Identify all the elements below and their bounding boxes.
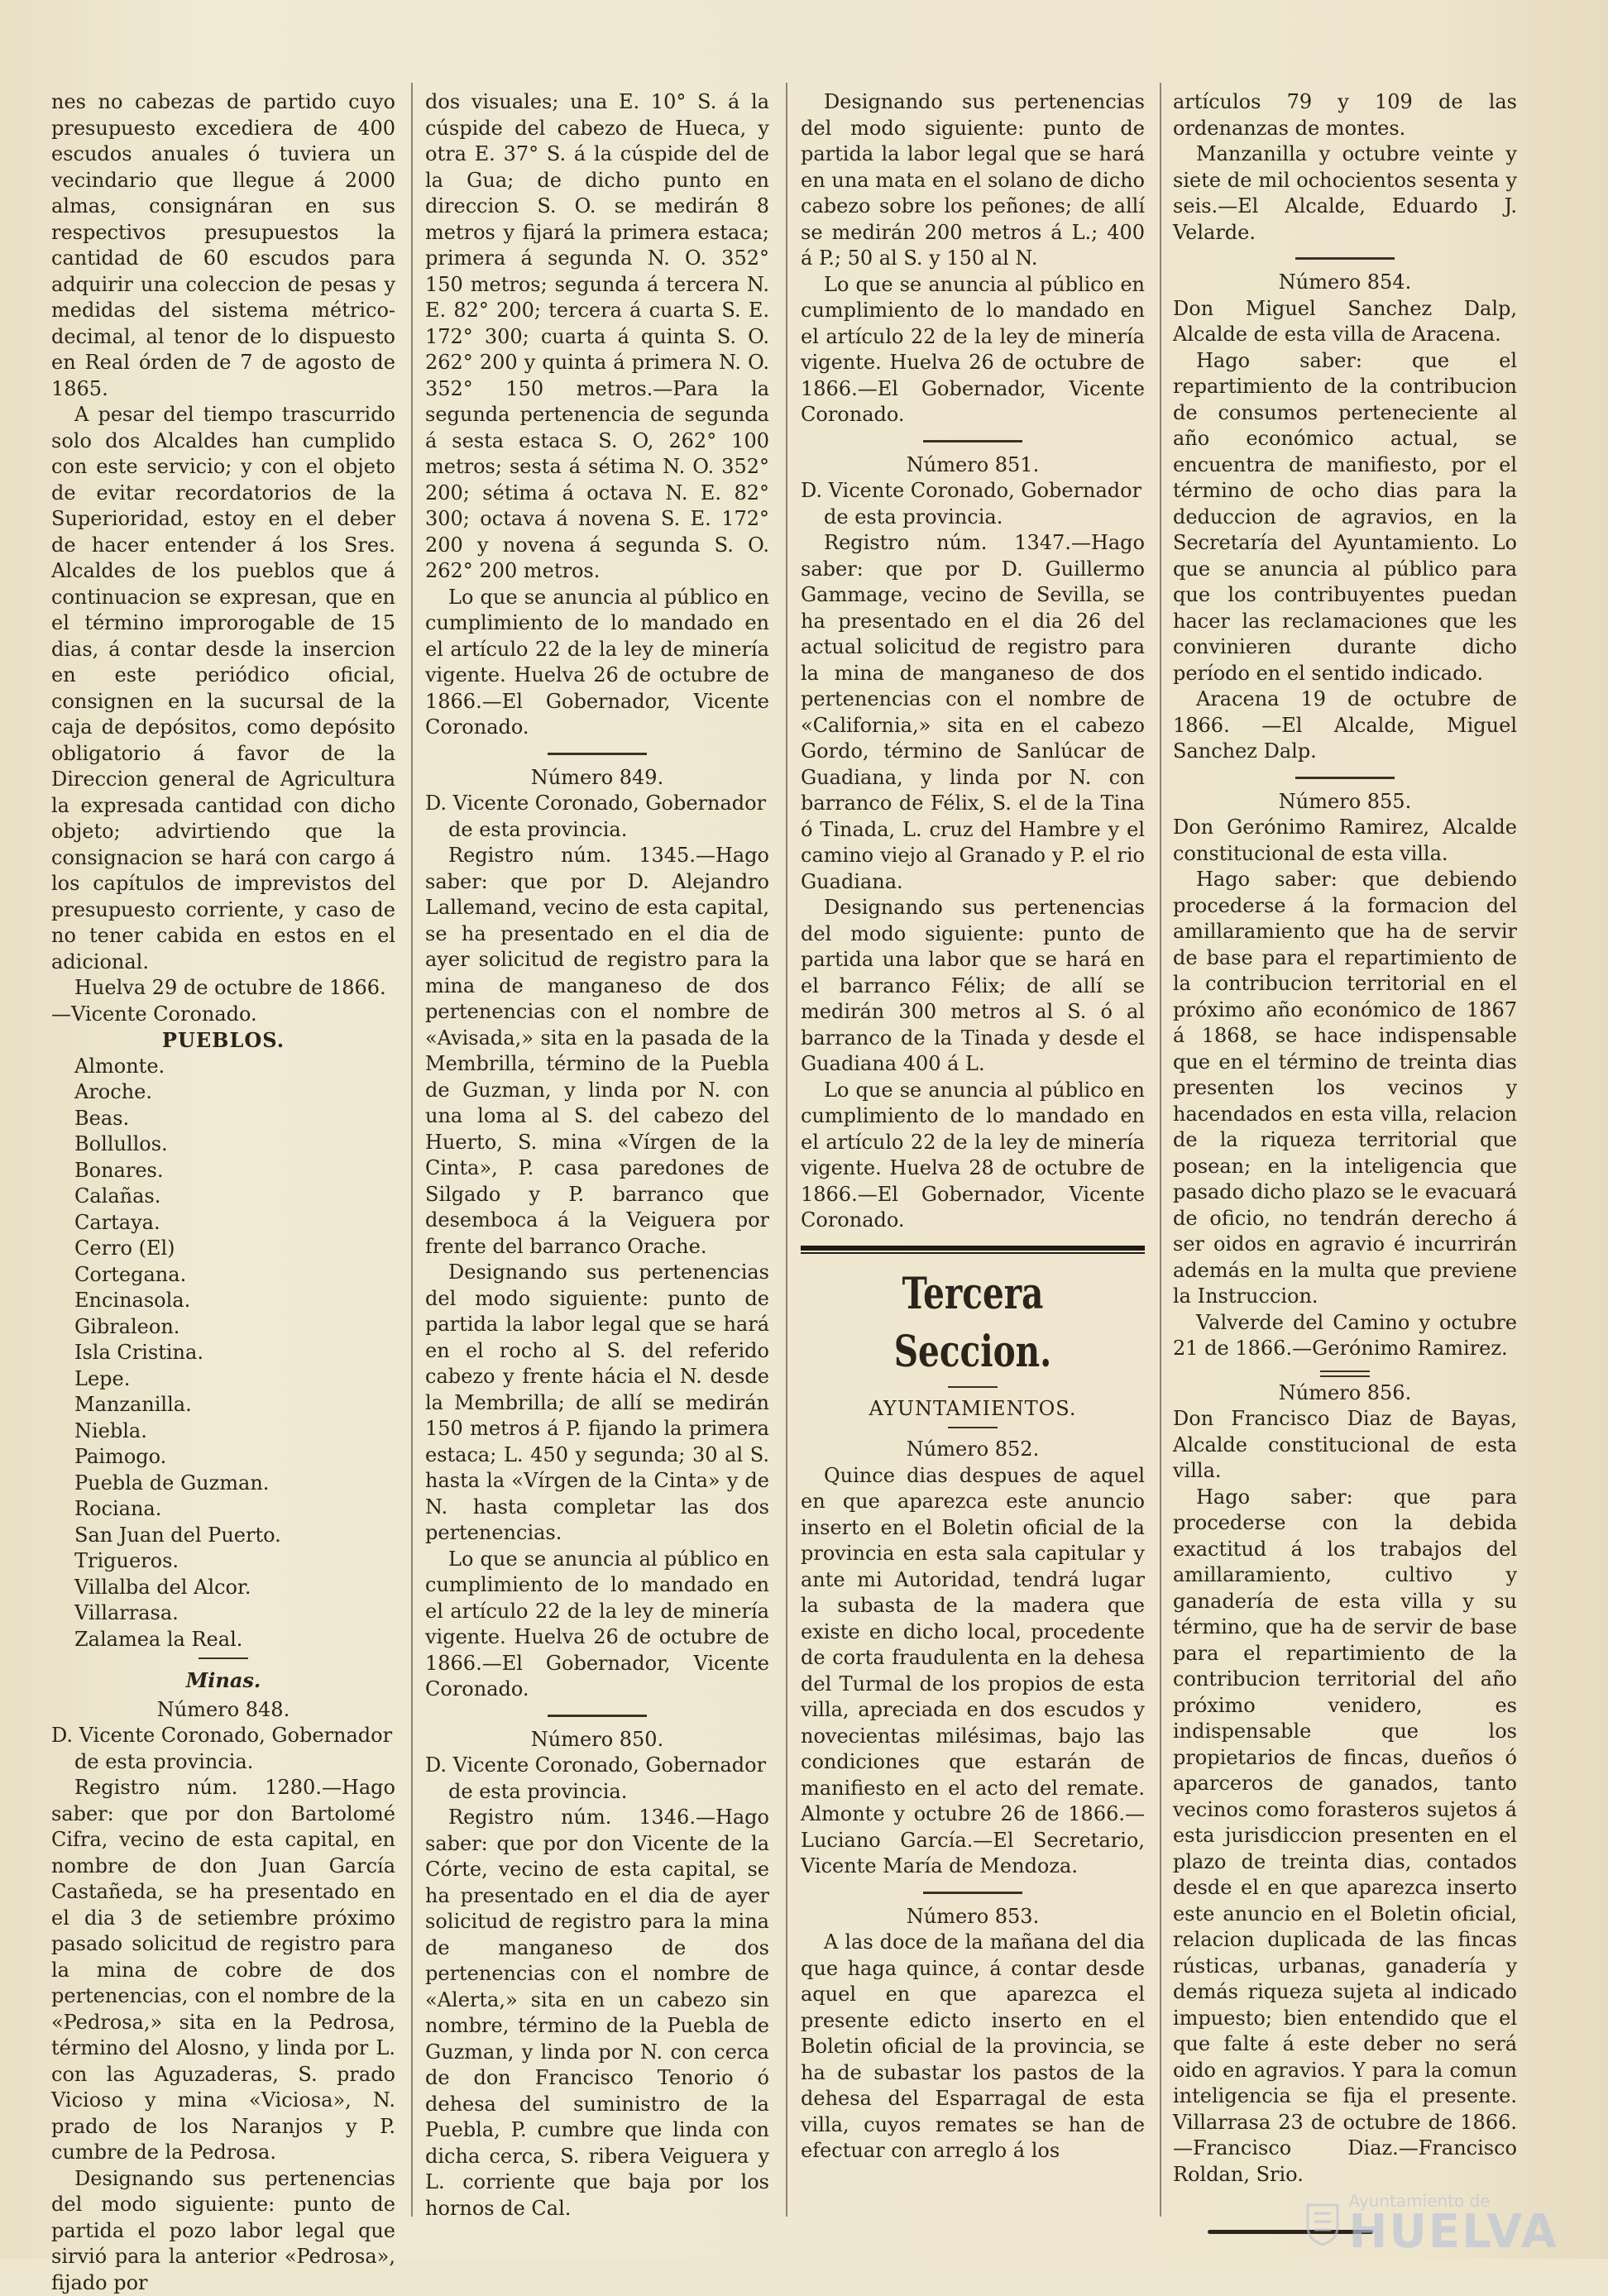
paragraph: Lo que se anuncia al público en cumplimiento de lo mandado en el artículo 22 de la ley de minería vigente. Huelva 26 de octubre de 1866.—El Gobernador, Vicente Coronado. (425, 1547, 769, 1703)
town-item: Cartaya. (51, 1210, 395, 1236)
town-item: Lepe. (51, 1366, 395, 1393)
town-item: Calañas. (51, 1184, 395, 1210)
column-2 (425, 89, 769, 2207)
notice-number: Número 852. (801, 1437, 1145, 1463)
paragraph: A las doce de la mañana del dia que haga quince, á contar desde aquel en que aparezca el presente edicto inserto en el Boletin oficial de la provincia, se ha de subastar los pastos de la dehesa del Esparragal de esta villa, cuyos remates se han de efectuar con arreglo á los (801, 1930, 1145, 2164)
divider (548, 1715, 647, 1717)
town-item: Bonares. (51, 1158, 395, 1184)
column-rule (411, 83, 413, 2217)
notice-number: Número 851. (801, 452, 1145, 479)
divider (199, 1657, 248, 1659)
section-rule (801, 1252, 1145, 1254)
paragraph: Designando sus pertenencias del modo siguiente: punto de partida la labor legal que se hará en una mata en el solano de dicho cabezo sobre los peñones; de allí se medirán 200 metros á L.; 400 á P.; 50 al S. y 150 al N. (801, 89, 1145, 272)
divider (923, 440, 1022, 442)
paragraph: Registro núm. 1280.—Hago saber: que por don Bartolomé Cifra, vecino de esta capital, en nombre de don Juan García Castañeda, se ha presentado en el dia 3 de setiembre próximo pasado solicitud de registro para la mina de cobre de dos pertenencias, con el nombre de la «Pedrosa,» sita en la Pedrosa, término del Alosno, y linda por L. con las Aguzaderas, S. prado Vicioso y mina «Viciosa», N. prado de los Naranjos y P. cumbre de la Pedrosa. (51, 1775, 395, 2166)
date-line: Aracena 19 de octubre de 1866. —El Alcalde, Miguel Sanchez Dalp. (1173, 686, 1517, 765)
town-item: Cerro (El) (51, 1236, 395, 1262)
notice-number: Número 856. (1173, 1380, 1517, 1407)
paragraph: A pesar del tiempo trascurrido solo dos Alcaldes han cumplido con este servicio; y con el objeto de evitar recordatorios de la Superioridad, estoy en el deber de hacer entender á los Sres. Alcaldes de los pueblos que á continuacion se expresan, que en el término improrogable de 15 dias, á contar desde la insercion en este periódico oficial, consignen en la sucursal de la caja de depósitos, como depósito obligatorio á favor de la Direccion general de Agricultura la expresada cantidad con dicho objeto; advirtiendo que la consignacion se hará con cargo á los capítulos de imprevistos del presupuesto corriente, y caso de no tener cabida en estos en el adicional. (51, 402, 395, 975)
paragraph: Hago saber: que debiendo procederse á la formacion del amillaramiento que ha de servir de base para el repartimiento de la contribucion territorial en el próximo año económico de 1867 á 1868, se hace indispensable que en el término de treinta dias presenten los vecinos y hacendados en esta villa, relacion de la riqueza territorial que posean; en la inteligencia que pasado dicho plazo se le evacuará de oficio, no tendrán derecho á ser oidos en agravio é incurrirán además en la multa que previene la Instruccion. (1173, 867, 1517, 1310)
town-item: Almonte. (51, 1054, 395, 1080)
notice-author: D. Vicente Coronado, Gobernador (801, 478, 1145, 505)
notice-author-title: de esta provincia. (801, 505, 1145, 531)
town-item: Rociana. (51, 1496, 395, 1523)
town-item: Manzanilla. (51, 1392, 395, 1418)
town-item: Niebla. (51, 1418, 395, 1445)
town-item: Trigueros. (51, 1548, 395, 1575)
date-line: Huelva 29 de octubre de 1866. (51, 975, 395, 1002)
paragraph: Hago saber: que para procederse con la debida exactitud á los trabajos del amillaramiento, cultivo y ganadería de esta villa y su término, que ha de servir de base para el repartimiento de la contribucion territorial del año próximo venidero, es indispensable que los propietarios de fincas, dueños ó aparceros de ganados, tanto vecinos como forasteros sujetos á esta jurisdiccion presenten en el plazo de treinta dias, contados desde el en que aparezca inserto este anuncio en el Boletin oficial, relacion duplicada de las fincas rústicas, urbanas, ganadería y demás riqueza sujeta al indicado impuesto; bien entendido que el que falte á este deber no será oido en agravios. Y para la comun inteligencia se fija el presente. Villarrasa 23 de octubre de 1866.—Francisco Diaz.—Francisco Roldan, Srio. (1173, 1485, 1517, 2188)
paragraph: nes no cabezas de partido cuyo presupuesto excediera de 400 escudos anuales ó tuviera un vecindario que llegue á 2000 almas, consignáran en sus respectivos presupuestos la cantidad de 60 escudos para adquirir una coleccion de pesas y medidas del sistema métrico-decimal, al tenor de lo dispuesto en Real órden de 7 de agosto de 1865. (51, 89, 395, 402)
paragraph: dos visuales; una E. 10° S. á la cúspide del cabezo de Hueca, y otra E. 37° S. á la cúspide del de la Gua; de dicho punto en direccion S. O. se medirán 8 metros y fijará la primera estaca; primera á segunda N. O. 352° 150 metros; segunda á tercera N. E. 82° 200; tercera á cuarta S. E. 172° 300; cuarta á quinta S. O. 262° 200 y quinta á primera N. O. 352° 150 metros.—Para la segunda pertenencia de segunda á sesta estaca S. O, 262° 100 metros; sesta á sétima N. O. 352° 200; sétima á octava N. E. 82° 300; octava á novena S. E. 172° 200 y novena á segunda S. O. 262° 200 metros. (425, 89, 769, 585)
watermark (1304, 2193, 1558, 2255)
date-line: Valverde del Camino y octubre 21 de 1866.—Gerónimo Ramirez. (1173, 1310, 1517, 1362)
divider (923, 1892, 1022, 1894)
watermark-small: Ayuntamiento de (1349, 2193, 1558, 2209)
paragraph: Lo que se anuncia al público en cumplimiento de lo mandado en el artículo 22 de la ley de minería vigente. Huelva 28 de octubre de 1866.—El Gobernador, Vicente Coronado. (801, 1078, 1145, 1234)
coat-of-arms-icon (1304, 2202, 1341, 2246)
town-item: Zalamea la Real. (51, 1627, 395, 1653)
section-title: Tercera Seccion. (839, 1265, 1107, 1381)
divider (948, 1386, 998, 1388)
town-item: Villalba del Alcor. (51, 1575, 395, 1601)
notice-number: Número 853. (801, 1904, 1145, 1930)
notice-author: Don Francisco Diaz de Bayas, Alcalde constitucional de esta villa. (1173, 1406, 1517, 1485)
town-item: Puebla de Guzman. (51, 1471, 395, 1497)
town-item: Villarrasa. (51, 1600, 395, 1627)
column-4 (1173, 89, 1517, 2207)
signature: —Vicente Coronado. (51, 1002, 395, 1028)
town-item: Bollullos. (51, 1131, 395, 1158)
column-1 (51, 89, 395, 2207)
town-item: Aroche. (51, 1079, 395, 1106)
notice-author: D. Vicente Coronado, Gobernador (425, 791, 769, 817)
notice-number: Número 855. (1173, 789, 1517, 816)
notice-author-title: de esta provincia. (51, 1749, 395, 1776)
paragraph: Hago saber: que el repartimiento de la contribucion de consumos perteneciente al año económico actual, se encuentra de manifiesto, por el término de ocho dias para la deduccion de agravios, en la Secretaría del Ayuntamiento. Lo que se anuncia al público para que los contribuyentes puedan hacer las reclamaciones que les convinieren durante dicho período en el sentido indicado. (1173, 348, 1517, 687)
paragraph: artículos 79 y 109 de las ordenanzas de montes. (1173, 89, 1517, 141)
town-item: Beas. (51, 1106, 395, 1132)
paragraph: Lo que se anuncia al público en cumplimiento de lo mandado en el artículo 22 de la ley de minería vigente. Huelva 26 de octubre de 1866.—El Gobernador, Vicente Coronado. (801, 272, 1145, 428)
paragraph: Registro núm. 1347.—Hago saber: que por D. Guillermo Gammage, vecino de Sevilla, se ha presentado en el dia 26 del actual solicitud de registro para la mina de manganeso de dos pertenencias con el nombre de «California,» sita en el cabezo Gordo, término de Sanlúcar de Guadiana, y linda por N. con barranco de Félix, S. el de la Tina ó Tinada, L. cruz del Hambre y el camino viejo al Granado y P. el rio Guadiana. (801, 530, 1145, 895)
section-rule (801, 1246, 1145, 1251)
divider (548, 753, 647, 755)
divider (1295, 257, 1395, 260)
notice-number: Número 850. (425, 1727, 769, 1753)
divider (1295, 777, 1395, 779)
town-item: San Juan del Puerto. (51, 1523, 395, 1549)
minas-heading: Minas. (51, 1667, 395, 1694)
column-3 (801, 89, 1145, 2207)
divider (948, 1427, 998, 1428)
paragraph: Quince dias despues de aquel en que aparezca este anuncio inserto en el Boletin oficial de la provincia en esta sala capitular y ante mi Autoridad, tendrá lugar la subasta de la madera que existe en dicho local, procedente de corta fraudulenta en la dehesa del Turmal de los propios de esta villa, apreciada en dos escudos y novecientas milésimas, bajo las condiciones que estarán de manifiesto en el acto del remate. Almonte y octubre 26 de 1866.—Luciano García.—El Secretario, Vicente María de Mendoza. (801, 1463, 1145, 1880)
pueblos-heading: PUEBLOS. (51, 1027, 395, 1054)
column-rule (786, 83, 787, 2217)
paragraph: Lo que se anuncia al público en cumplimiento de lo mandado en el artículo 22 de la ley de minería vigente. Huelva 26 de octubre de 1866.—El Gobernador, Vicente Coronado. (425, 585, 769, 741)
divider (1320, 1370, 1370, 1372)
town-item: Gibraleon. (51, 1314, 395, 1341)
town-item: Encinasola. (51, 1288, 395, 1314)
town-item: Paimogo. (51, 1444, 395, 1471)
notice-author-title: de esta provincia. (425, 1779, 769, 1806)
notice-number: Número 848. (51, 1697, 395, 1724)
paragraph: Registro núm. 1346.—Hago saber: que por don Vicente de la Córte, vecino de esta capital, se ha presentado en el dia de ayer solicitud de registro para la mina de manganeso de dos pertenencias con el nombre de «Alerta,» sita en un cabezo sin nombre, término de la Puebla de Guzman, y linda por N. con cerca de don Francisco Tenorio ó dehesa del suministro de la Puebla, P. cumbre que linda con dicha cerca, S. ribera Veiguera y L. corriente que baja por los hornos de Cal. (425, 1805, 769, 2222)
column-rule (1160, 83, 1161, 2217)
paragraph: Registro núm. 1345.—Hago saber: que por D. Alejandro Lallemand, vecino de esta capital, se ha presentado en el dia de ayer solicitud de registro para la mina de manganeso de dos pertenencias con el nombre de «Avisada,» sita en la pasada de la Membrilla, término de la Puebla de Guzman, y linda por N. con una loma al S. del cabezo del Huerto, S. mina «Vírgen de la Cinta», P. casa paredones de Silgado y P. barranco que desemboca á la Veiguera por frente del barranco Orache. (425, 843, 769, 1260)
notice-number: Número 849. (425, 765, 769, 792)
paragraph: Designando sus pertenencias del modo siguiente: punto de partida una labor que se hará en el barranco Félix; de allí se medirán 300 metros al S. ó al barranco de la Tinada y desde el Guadiana 400 á L. (801, 895, 1145, 1078)
notice-author: Don Gerónimo Ramirez, Alcalde constitucional de esta villa. (1173, 815, 1517, 867)
notice-author-title: de esta provincia. (425, 817, 769, 844)
paragraph: Manzanilla y octubre veinte y siete de mil ochocientos sesenta y seis.—El Alcalde, Eduardo J. Velarde. (1173, 141, 1517, 246)
town-item: Isla Cristina. (51, 1340, 395, 1366)
notice-author: D. Vicente Coronado, Gobernador (51, 1723, 395, 1749)
paragraph: Designando sus pertenencias del modo siguiente: punto de partida el pozo labor legal que sirvió para la anterior «Pedrosa», fijado por (51, 2166, 395, 2296)
subsection-title: AYUNTAMIENTOS. (801, 1396, 1145, 1423)
town-item: Cortegana. (51, 1262, 395, 1289)
watermark-large: HUELVA (1349, 2209, 1558, 2255)
notice-number: Número 854. (1173, 270, 1517, 296)
notice-author: D. Vicente Coronado, Gobernador (425, 1753, 769, 1779)
paragraph: Designando sus pertenencias del modo siguiente: punto de partida la labor legal que se hará en el rocho al S. del referido cabezo y frente hácia el N. desde la Membrilla; de allí se medirán 150 metros á P. fijando la primera estaca; L. 450 y segunda; 30 al S. hasta la «Vírgen de la Cinta» y de N. hasta completar las dos pertenencias. (425, 1260, 769, 1547)
notice-author: Don Miguel Sanchez Dalp, Alcalde de esta villa de Aracena. (1173, 296, 1517, 348)
town-list (51, 1054, 395, 1653)
